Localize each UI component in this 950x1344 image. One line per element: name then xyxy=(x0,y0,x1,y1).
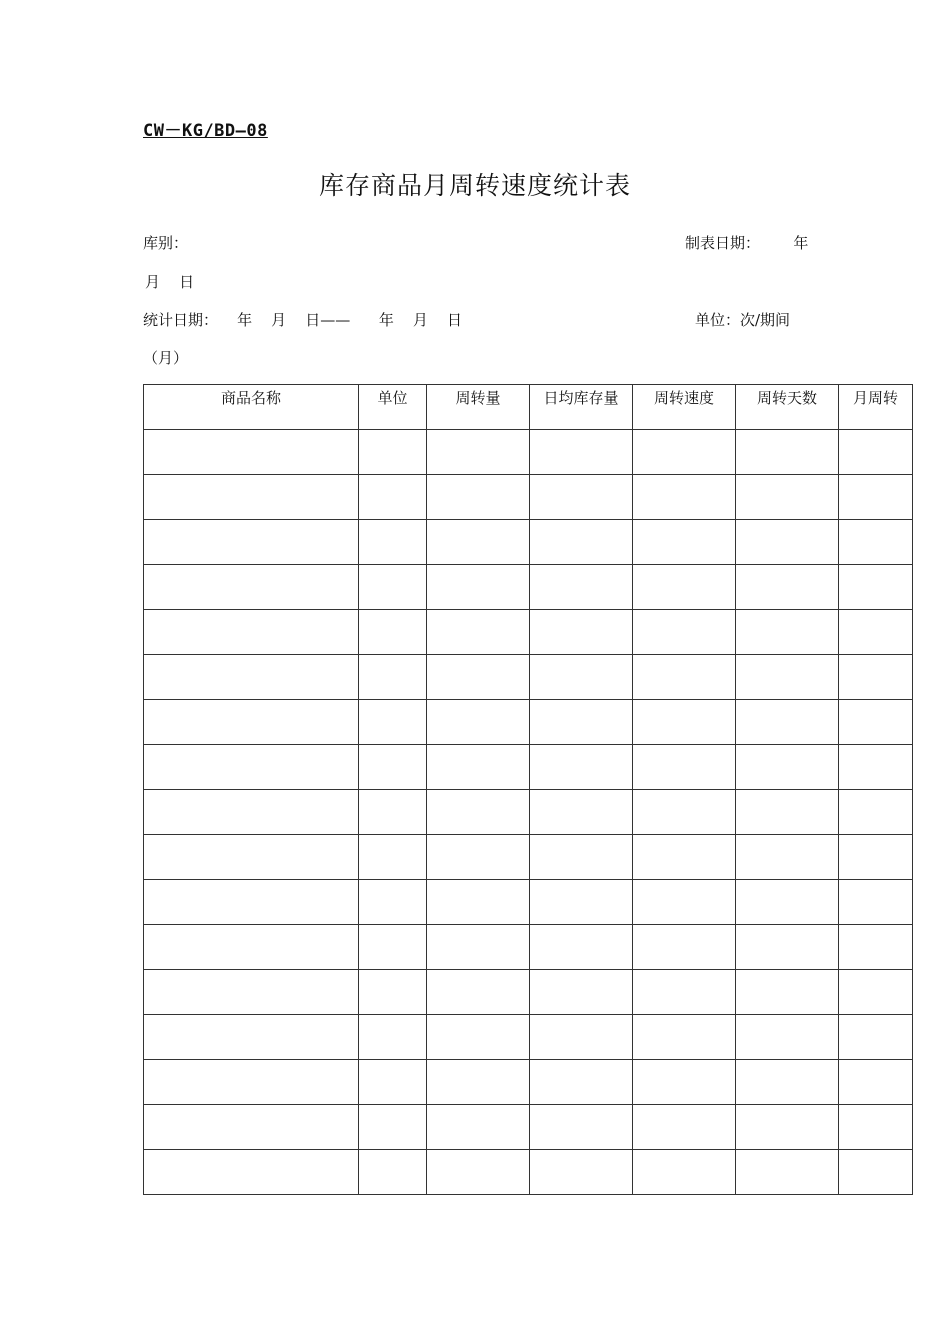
table-cell[interactable] xyxy=(359,475,427,520)
table-cell[interactable] xyxy=(144,430,359,475)
table-cell[interactable] xyxy=(530,745,633,790)
table-cell[interactable] xyxy=(633,745,736,790)
table-cell[interactable] xyxy=(736,1105,839,1150)
table-cell[interactable] xyxy=(736,520,839,565)
table-cell[interactable] xyxy=(530,655,633,700)
table-cell[interactable] xyxy=(633,1015,736,1060)
table-row xyxy=(144,970,913,1015)
turnover-table xyxy=(143,384,913,1195)
table-cell[interactable] xyxy=(530,610,633,655)
table-row xyxy=(144,655,913,700)
table-cell[interactable] xyxy=(839,835,913,880)
table-cell[interactable] xyxy=(530,1150,633,1195)
header-turnover-days: 周转天数 xyxy=(736,385,839,430)
table-cell[interactable] xyxy=(427,880,530,925)
table-cell[interactable] xyxy=(839,925,913,970)
table-cell[interactable] xyxy=(839,745,913,790)
table-cell[interactable] xyxy=(839,565,913,610)
statistics-period-label: 统计日期： 年 月 日—— 年 月 日 xyxy=(143,311,462,329)
header-turnover-speed: 周转速度 xyxy=(633,385,736,430)
table-cell[interactable] xyxy=(359,925,427,970)
table-body xyxy=(144,430,913,1195)
made-date-continuation: 月 日 xyxy=(145,273,195,291)
table-row xyxy=(144,475,913,520)
table-cell[interactable] xyxy=(530,1060,633,1105)
table-cell[interactable] xyxy=(427,1150,530,1195)
table-cell[interactable] xyxy=(144,745,359,790)
table-cell[interactable] xyxy=(839,1060,913,1105)
table-cell[interactable] xyxy=(359,610,427,655)
table-cell[interactable] xyxy=(839,520,913,565)
table-cell[interactable] xyxy=(633,520,736,565)
table-cell[interactable] xyxy=(736,925,839,970)
table-cell[interactable] xyxy=(144,475,359,520)
table-cell[interactable] xyxy=(530,880,633,925)
table-cell[interactable] xyxy=(427,475,530,520)
table-cell[interactable] xyxy=(736,790,839,835)
table-cell[interactable] xyxy=(359,970,427,1015)
document-code: CW－KG/BD—08 xyxy=(143,121,268,141)
table-cell[interactable] xyxy=(633,790,736,835)
table-row xyxy=(144,835,913,880)
table-cell[interactable] xyxy=(427,745,530,790)
table-row xyxy=(144,925,913,970)
table-cell[interactable] xyxy=(736,430,839,475)
table-cell[interactable] xyxy=(427,520,530,565)
table-row xyxy=(144,880,913,925)
table-cell[interactable] xyxy=(736,745,839,790)
table-cell[interactable] xyxy=(427,610,530,655)
table-cell[interactable] xyxy=(530,970,633,1015)
unit-label: 单位：次/期间 xyxy=(695,311,791,329)
table-cell[interactable] xyxy=(359,565,427,610)
table-cell[interactable] xyxy=(144,1150,359,1195)
table-cell[interactable] xyxy=(839,1150,913,1195)
table-cell[interactable] xyxy=(736,1150,839,1195)
table-cell[interactable] xyxy=(530,1105,633,1150)
table-cell[interactable] xyxy=(839,475,913,520)
table-row xyxy=(144,790,913,835)
table-cell[interactable] xyxy=(359,700,427,745)
table-cell[interactable] xyxy=(144,970,359,1015)
table-cell[interactable] xyxy=(359,1150,427,1195)
table-cell[interactable] xyxy=(736,655,839,700)
table-row xyxy=(144,700,913,745)
table-cell[interactable] xyxy=(359,655,427,700)
table-cell[interactable] xyxy=(359,1015,427,1060)
table-cell[interactable] xyxy=(144,790,359,835)
table-cell[interactable] xyxy=(427,655,530,700)
table-cell[interactable] xyxy=(530,430,633,475)
table-cell[interactable] xyxy=(736,610,839,655)
table-cell[interactable] xyxy=(839,655,913,700)
table-cell[interactable] xyxy=(530,925,633,970)
header-avg-daily-stock: 日均库存量 xyxy=(530,385,633,430)
table-cell[interactable] xyxy=(359,790,427,835)
table-cell[interactable] xyxy=(633,655,736,700)
table-cell[interactable] xyxy=(839,700,913,745)
table-cell[interactable] xyxy=(144,1015,359,1060)
table-cell[interactable] xyxy=(736,880,839,925)
table-cell[interactable] xyxy=(427,565,530,610)
table-cell[interactable] xyxy=(144,880,359,925)
table-cell[interactable] xyxy=(427,430,530,475)
table-row xyxy=(144,520,913,565)
table-cell[interactable] xyxy=(427,1060,530,1105)
table-cell[interactable] xyxy=(530,520,633,565)
table-cell[interactable] xyxy=(427,700,530,745)
made-date-label: 制表日期： 年 xyxy=(685,234,809,252)
table-row xyxy=(144,430,913,475)
table-cell[interactable] xyxy=(427,1105,530,1150)
table-row xyxy=(144,565,913,610)
table-cell[interactable] xyxy=(633,700,736,745)
table-row xyxy=(144,1015,913,1060)
table-cell[interactable] xyxy=(530,700,633,745)
unit-continuation: （月） xyxy=(143,349,189,367)
table-cell[interactable] xyxy=(359,1060,427,1105)
header-product-name: 商品名称 xyxy=(144,385,359,430)
header-turnover-volume: 周转量 xyxy=(427,385,530,430)
table-cell[interactable] xyxy=(359,430,427,475)
table-cell[interactable] xyxy=(633,835,736,880)
table-cell[interactable] xyxy=(839,880,913,925)
table-row xyxy=(144,1150,913,1195)
table-cell[interactable] xyxy=(427,835,530,880)
table-cell[interactable] xyxy=(633,610,736,655)
table-cell[interactable] xyxy=(839,610,913,655)
table-cell[interactable] xyxy=(736,565,839,610)
table-cell[interactable] xyxy=(633,1105,736,1150)
table-row xyxy=(144,610,913,655)
table-cell[interactable] xyxy=(633,970,736,1015)
table-row xyxy=(144,1105,913,1150)
table-cell[interactable] xyxy=(633,1150,736,1195)
table-cell[interactable] xyxy=(144,655,359,700)
header-monthly-turnover: 月周转 xyxy=(839,385,913,430)
table-cell[interactable] xyxy=(530,565,633,610)
table-cell[interactable] xyxy=(736,835,839,880)
table-cell[interactable] xyxy=(144,565,359,610)
table-cell[interactable] xyxy=(359,745,427,790)
table-cell[interactable] xyxy=(736,970,839,1015)
table-cell[interactable] xyxy=(530,790,633,835)
table-cell[interactable] xyxy=(427,970,530,1015)
table-cell[interactable] xyxy=(144,610,359,655)
table-cell[interactable] xyxy=(530,1015,633,1060)
table-cell[interactable] xyxy=(359,835,427,880)
table-cell[interactable] xyxy=(144,1105,359,1150)
table-cell[interactable] xyxy=(359,520,427,565)
table-cell[interactable] xyxy=(633,565,736,610)
table-cell[interactable] xyxy=(359,880,427,925)
table-cell[interactable] xyxy=(144,835,359,880)
warehouse-label: 库别： xyxy=(143,234,189,252)
table-cell[interactable] xyxy=(144,520,359,565)
table-cell[interactable] xyxy=(144,925,359,970)
table-cell[interactable] xyxy=(530,475,633,520)
table-cell[interactable] xyxy=(633,475,736,520)
table-row xyxy=(144,1060,913,1105)
table-cell[interactable] xyxy=(633,1060,736,1105)
table-cell[interactable] xyxy=(839,1105,913,1150)
table-cell[interactable] xyxy=(633,880,736,925)
table-cell[interactable] xyxy=(736,700,839,745)
table-cell[interactable] xyxy=(359,1105,427,1150)
table-cell[interactable] xyxy=(839,1015,913,1060)
table-cell[interactable] xyxy=(427,1015,530,1060)
table-row xyxy=(144,745,913,790)
table-cell[interactable] xyxy=(736,475,839,520)
table-cell[interactable] xyxy=(427,790,530,835)
table-cell[interactable] xyxy=(839,430,913,475)
table-cell[interactable] xyxy=(427,925,530,970)
page-title: 库存商品月周转速度统计表 xyxy=(318,171,631,200)
table-cell[interactable] xyxy=(839,970,913,1015)
table-header-row xyxy=(144,385,913,430)
table-cell[interactable] xyxy=(144,1060,359,1105)
table-cell[interactable] xyxy=(736,1015,839,1060)
table-cell[interactable] xyxy=(633,925,736,970)
header-unit: 单位 xyxy=(359,385,427,430)
table-cell[interactable] xyxy=(633,430,736,475)
table-cell[interactable] xyxy=(839,790,913,835)
table-cell[interactable] xyxy=(144,700,359,745)
table-cell[interactable] xyxy=(530,835,633,880)
table-cell[interactable] xyxy=(736,1060,839,1105)
